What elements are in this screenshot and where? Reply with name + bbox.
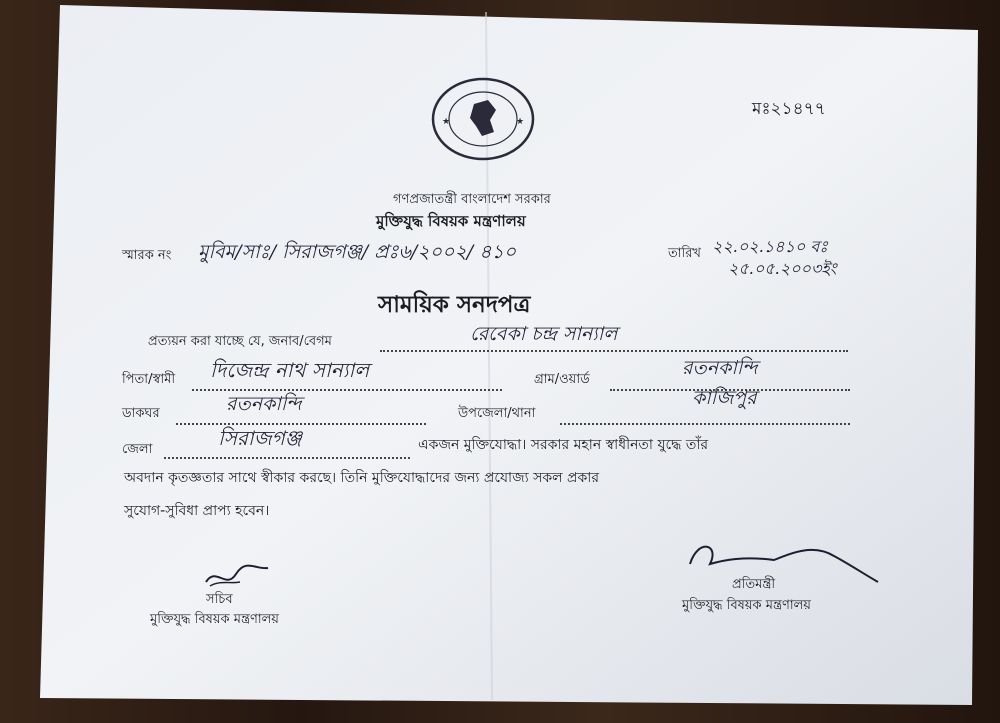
secretary-ministry: মুক্তিযুদ্ধ বিষয়ক মন্ত্রণালয় [150,612,279,627]
state-minister-ministry: মুক্তিযুদ্ধ বিষয়ক মন্ত্রণালয় [682,598,811,613]
upazila-label: উপজেলা/থানা [458,406,536,421]
post-office-value: রতনকান্দি [226,393,302,415]
post-office-label: ডাকঘর [122,406,160,421]
secretary-title: সচিব [206,592,233,607]
upazila-value: কাজিপুর [692,387,757,409]
memo-number: মুবিম/সাঃ/ সিরাজগঞ্জ/ প্রঃ৬/২০০২/ ৪১০ [198,241,517,263]
name-value: রেবেকা চন্দ্র সান্যাল [470,323,618,345]
body-line-3: সুযোগ-সুবিধা প্রাপ্য হবেন। [124,503,270,519]
village-label: গ্রাম/ওয়ার্ড [534,372,590,387]
district-label: জেলা [122,442,153,457]
father-value: দিজেন্দ্র নাথ সান্যাল [210,358,370,382]
state-minister-signature [684,534,884,584]
father-label: পিতা/স্বামী [122,372,176,387]
svg-text:★: ★ [516,117,525,127]
upazila-line [560,423,850,425]
government-name: গণপ্রজাতন্ত্রী বাংলাদেশ সরকার [393,192,551,207]
memo-label: স্মারক নং [122,248,172,263]
serial-number: মঃ২১৪৭৭ [752,99,826,119]
district-line [164,457,410,459]
district-value: সিরাজগঞ্জ [218,426,302,450]
body-line-2: অবদান কৃতজ্ঞতার সাথে স্বীকার করছে। তিনি মুক্তিযোদ্ধাদের জন্য প্রযোজ্য সকল প্রকার [124,470,600,486]
ministry-name: মুক্তিযুদ্ধ বিষয়ক মন্ত্রণালয় [376,212,526,230]
date-english: ২৫.০৫.২০০৩ইং [728,259,837,278]
body-line-1: একজন মুক্তিযোদ্ধা। সরকার মহান স্বাধীনতা যুদ্ধে তাঁর [418,437,709,453]
date-bangla: ২২.০২.১৪১০ বঃ [712,237,828,256]
state-minister-title: প্রতিমন্ত্রী [732,577,776,592]
svg-text:★: ★ [442,117,451,127]
certify-text: প্রত্যয়ন করা যাচ্ছে যে, জনাব/বেগম [148,334,332,349]
village-value: রতনকান্দি [682,357,758,379]
certificate-title: সাময়িক সনদপত্র [378,292,531,318]
government-seal [430,76,536,162]
date-label: তারিখ [668,246,701,261]
